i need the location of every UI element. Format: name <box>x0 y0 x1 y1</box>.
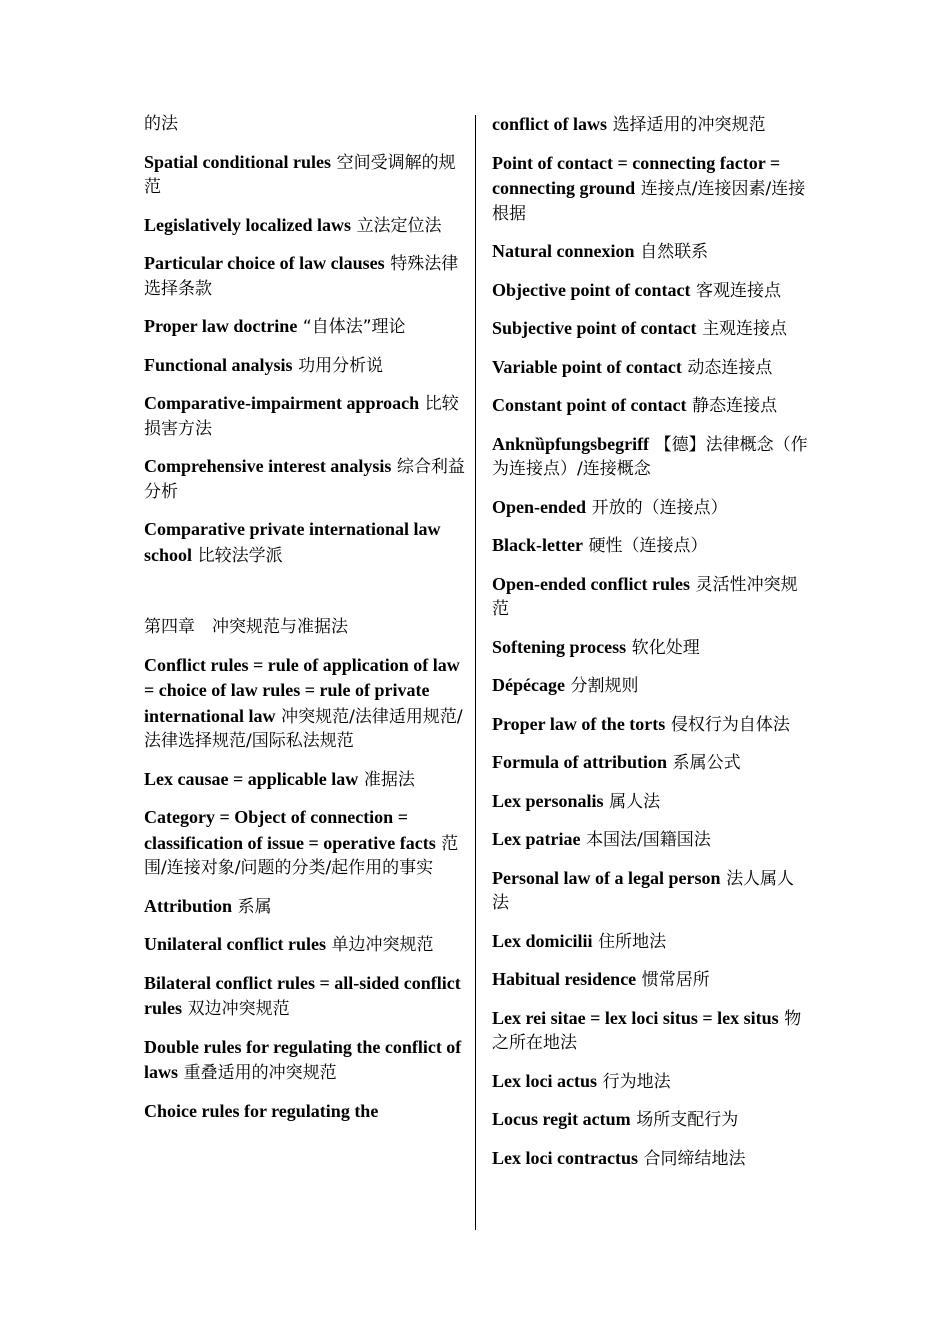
entry-term: Particular choice of law clauses <box>144 253 385 273</box>
entry-translation: 自然联系 <box>640 242 709 262</box>
glossary-entry <box>492 967 810 993</box>
entry-translation: 综合利益分析 <box>144 457 465 502</box>
glossary-entry <box>492 1146 810 1172</box>
entry-translation: 单边冲突规范 <box>331 935 434 955</box>
glossary-entry <box>144 112 466 137</box>
entry-translation: 的法 <box>144 114 178 134</box>
glossary-entry <box>144 454 466 504</box>
entry-translation: 分割规则 <box>570 676 639 696</box>
entry-term: Lex domicilii <box>492 930 593 951</box>
entry-translation: 系属 <box>237 896 272 917</box>
entry-term: Spatial conditional rules <box>144 151 332 172</box>
entry-translation: 住所地法 <box>598 931 667 952</box>
left-column <box>144 112 466 1137</box>
entry-term: Open-ended conflict rules <box>492 573 690 594</box>
glossary-entry <box>492 393 810 419</box>
entry-translation: 侵权行为自体法 <box>670 714 790 735</box>
entry-term: Unilateral conflict rules <box>144 934 326 954</box>
entry-term: Comprehensive interest analysis <box>144 456 392 476</box>
glossary-entry <box>144 314 466 340</box>
entry-term: Attribution <box>144 895 233 916</box>
entry-term: Habitual residence <box>492 969 637 989</box>
glossary-entry <box>492 151 810 227</box>
entry-translation: 比较法学派 <box>197 545 283 566</box>
left-entry-list-b <box>144 653 466 1125</box>
chapter-title: 第四章 冲突规范与准据法 <box>144 617 348 637</box>
glossary-entry <box>492 533 810 559</box>
entry-translation: 软化处理 <box>631 637 700 658</box>
entry-term: Lex personalis <box>492 790 604 811</box>
entry-translation: 硬性（连接点） <box>588 536 708 556</box>
entry-translation: 合同缔结地法 <box>643 1148 746 1169</box>
entry-term: Dépécage <box>492 675 565 695</box>
glossary-entry <box>144 1035 466 1086</box>
glossary-entry <box>492 278 810 304</box>
entry-translation: 法人属人法 <box>492 868 795 913</box>
glossary-entry <box>492 432 810 482</box>
glossary-entry <box>492 495 810 521</box>
entry-translation: 物之所在地法 <box>492 1008 802 1053</box>
glossary-entry <box>492 750 810 776</box>
entry-translation: 冲突规范/法律适用规范/法律选择规范/国际私法规范 <box>144 706 463 751</box>
entry-term: Black-letter <box>492 535 583 555</box>
entry-term: Subjective point of contact <box>492 318 697 338</box>
entry-term: Locus regit actum <box>492 1109 631 1129</box>
entry-translation: 系属公式 <box>672 753 741 773</box>
section-gap <box>144 581 466 615</box>
entry-term: Choice rules for regulating the <box>144 1100 379 1121</box>
entry-translation: 行为地法 <box>602 1071 671 1092</box>
entry-term: Proper law doctrine <box>144 316 298 336</box>
entry-term: Functional analysis <box>144 354 293 375</box>
entry-term: Bilateral conflict rules = all-sided conflict rules <box>144 972 461 1018</box>
glossary-entry <box>144 353 466 379</box>
entry-translation: 双边冲突规范 <box>187 999 290 1019</box>
glossary-entry <box>492 929 810 955</box>
entry-term: Lex loci contractus <box>492 1147 638 1168</box>
entry-translation: 比较损害方法 <box>144 394 459 439</box>
entry-translation: 准据法 <box>363 769 415 790</box>
entry-translation: 动态连接点 <box>687 357 773 378</box>
glossary-entry <box>144 767 466 793</box>
entry-term: Constant point of contact <box>492 395 687 415</box>
entry-translation: 本国法/国籍国法 <box>586 830 711 850</box>
glossary-entry <box>144 1099 466 1125</box>
entry-term: Natural connexion <box>492 241 635 261</box>
entry-term: Lex rei sitae = lex loci situs = lex situs <box>492 1007 779 1028</box>
entry-term: Lex patriae <box>492 829 581 849</box>
entry-translation: 属人法 <box>609 791 661 812</box>
entry-translation: 场所支配行为 <box>636 1110 739 1130</box>
entry-term: Comparative-impairment approach <box>144 393 420 413</box>
entry-term: conflict of laws <box>492 114 607 134</box>
entry-term: Variable point of contact <box>492 356 682 377</box>
entry-translation: 范围/连接对象/问题的分类/起作用的事实 <box>144 833 459 878</box>
entry-term: Conflict rules = rule of application of law = choice of law rules = rule of private international law <box>144 654 460 726</box>
entry-translation: 功用分析说 <box>298 355 384 376</box>
entry-translation: 惯常居所 <box>641 970 710 990</box>
entry-term: Comparative private international law school <box>144 519 441 565</box>
glossary-entry <box>492 789 810 815</box>
glossary-entry <box>492 316 810 342</box>
entry-term: Category = Object of connection = classification of issue = operative facts <box>144 807 436 853</box>
entry-translation: “自体法”理论 <box>302 317 406 337</box>
entry-translation: 灵活性冲突规范 <box>492 574 798 619</box>
entry-translation: 选择适用的冲突规范 <box>612 115 766 135</box>
entry-term: Softening process <box>492 636 627 657</box>
entry-translation: 开放的（连接点） <box>591 497 728 518</box>
glossary-entry <box>492 1006 810 1056</box>
glossary-entry <box>144 517 466 568</box>
entry-translation: 重叠适用的冲突规范 <box>183 1063 337 1083</box>
glossary-entry <box>144 971 466 1022</box>
entry-translation: 特殊法律选择条款 <box>144 254 459 299</box>
glossary-entry <box>492 355 810 381</box>
entry-translation: 立法定位法 <box>356 215 442 236</box>
glossary-entry <box>144 653 466 754</box>
right-entry-list <box>492 112 810 1171</box>
glossary-entry <box>144 251 466 301</box>
entry-term: Proper law of the torts <box>492 713 666 734</box>
glossary-entry <box>144 213 466 239</box>
entry-term: Lex causae = applicable law <box>144 768 359 789</box>
glossary-entry <box>492 1107 810 1133</box>
glossary-entry <box>144 391 466 441</box>
glossary-entry <box>492 866 810 916</box>
entry-term: Legislatively localized laws <box>144 214 351 235</box>
glossary-entry <box>492 712 810 738</box>
entry-term: Double rules for regulating the conflict of laws <box>144 1036 462 1082</box>
glossary-entry <box>144 150 466 200</box>
glossary-entry <box>144 805 466 881</box>
left-entry-list-a <box>144 112 466 568</box>
glossary-entry <box>144 932 466 958</box>
entry-term: Open-ended <box>492 496 587 517</box>
glossary-entry <box>144 894 466 920</box>
right-column <box>492 112 810 1184</box>
glossary-entry <box>492 1069 810 1095</box>
entry-term: Anknȕpfungsbegriff <box>492 433 650 454</box>
entry-term: Formula of attribution <box>492 752 667 772</box>
glossary-entry <box>492 112 810 138</box>
entry-term: Lex loci actus <box>492 1070 597 1091</box>
entry-translation: 连接点/连接因素/连接根据 <box>492 179 806 224</box>
entry-term: Objective point of contact <box>492 279 691 300</box>
glossary-entry <box>492 572 810 622</box>
entry-translation: 空间受调解的规范 <box>144 152 456 197</box>
glossary-entry <box>492 827 810 853</box>
entry-term: Personal law of a legal person <box>492 867 721 888</box>
glossary-entry <box>492 673 810 699</box>
entry-translation: 静态连接点 <box>692 396 778 416</box>
column-divider <box>475 115 476 1230</box>
glossary-entry <box>492 239 810 265</box>
glossary-entry <box>492 635 810 661</box>
entry-translation: 【德】法律概念（作为连接点）/连接概念 <box>492 434 808 479</box>
entry-translation: 主观连接点 <box>702 319 788 339</box>
entry-translation: 客观连接点 <box>696 280 782 301</box>
entry-term: Point of contact = connecting factor = connecting ground <box>492 152 781 198</box>
